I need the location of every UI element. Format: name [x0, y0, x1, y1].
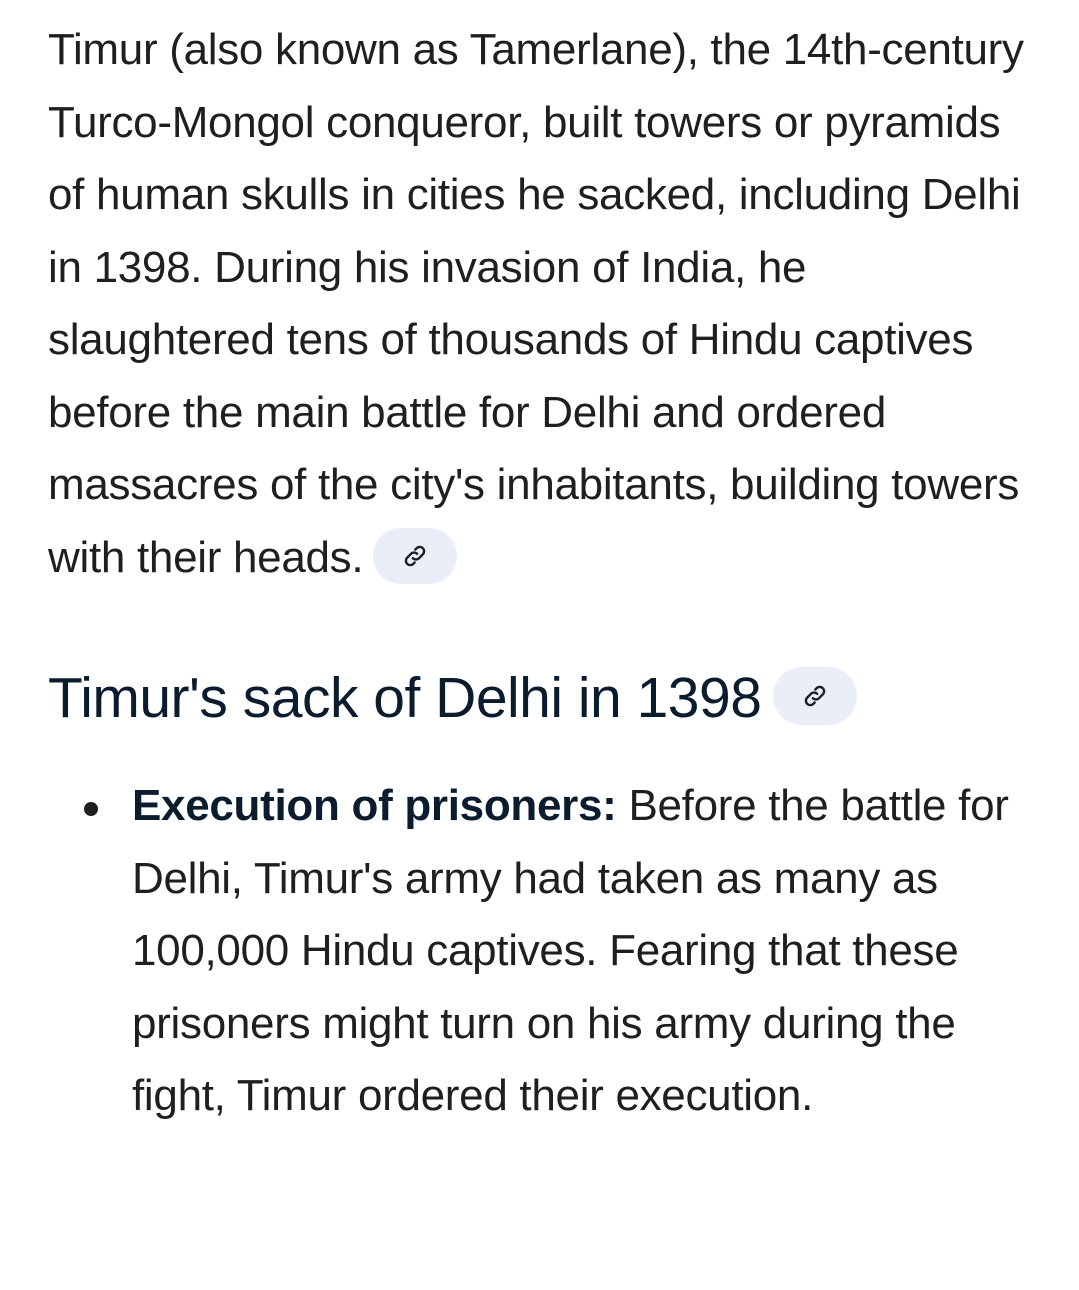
bullet-list: [48, 770, 1038, 1133]
intro-text: Timur (also known as Tamerlane), the 14th-century Turco-Mongol conqueror, built towers or pyramids of human skulls in cities he sacked, including Delhi in 1398. During his invasion of India, he slaughtered tens of thousands of Hindu captives before the main battle for Delhi and ordered massacres of the city's inhabitants, building towers with their heads.: [48, 25, 1024, 582]
source-link-chip[interactable]: [373, 528, 457, 584]
bullet-text: Before the battle for Delhi, Timur's army had taken as many as 100,000 Hindu captives. Fearing that these prisoners might turn on his army during the fight, Timur ordered their execution.: [132, 781, 1009, 1120]
bullet-label: Execution of prisoners:: [132, 781, 617, 830]
list-item: [48, 770, 1038, 1133]
link-icon: [802, 683, 828, 709]
section-link-chip[interactable]: [773, 667, 857, 725]
section-title: Timur's sack of Delhi in 1398: [48, 666, 762, 730]
section-heading: [48, 658, 1038, 738]
intro-paragraph: [48, 14, 1038, 594]
response-content: [48, 14, 1038, 1133]
bullet-dot: [84, 802, 98, 816]
link-icon: [402, 543, 428, 569]
